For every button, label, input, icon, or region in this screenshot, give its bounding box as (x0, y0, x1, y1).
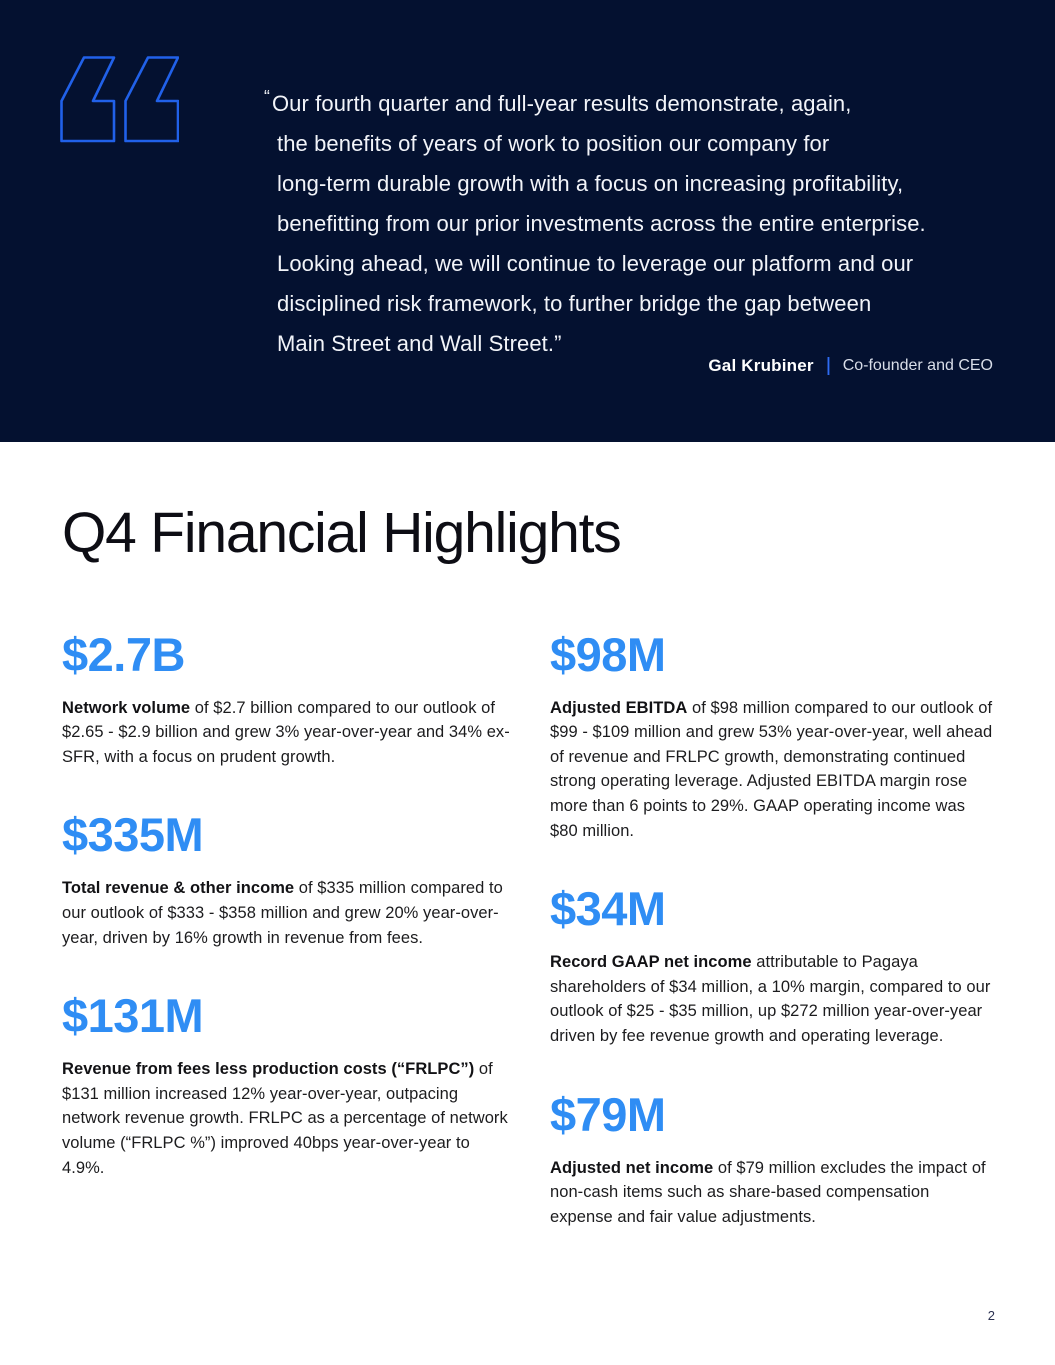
highlights-column-left (62, 627, 512, 1268)
quote-line: benefitting from our prior investments across the entire enterprise. (277, 211, 926, 236)
metric-total-revenue (62, 807, 512, 950)
metric-adjusted-net-income (550, 1087, 995, 1230)
metric-description (62, 876, 512, 950)
open-quote-mark: “ (264, 86, 270, 106)
metric-label: Revenue from fees less production costs (“FRLPC”) (62, 1060, 475, 1079)
metric-label: Adjusted net income (550, 1158, 714, 1177)
metric-label: Record GAAP net income (550, 953, 752, 972)
metric-label: Adjusted EBITDA (550, 698, 688, 717)
quote-line (264, 76, 1047, 124)
highlights-columns (62, 627, 995, 1268)
metric-label: Total revenue & other income (62, 879, 295, 898)
metric-frlpc (62, 988, 512, 1180)
metric-value: $335M (62, 808, 204, 862)
metric-value: $79M (550, 1087, 666, 1141)
metric-description (550, 950, 995, 1048)
page-title: Q4 Financial Highlights (62, 501, 621, 565)
hero-quote-section (0, 0, 1055, 442)
metric-detail: of $79 million excludes the impact of non-cash items such as share-based compensation expense and fair value adjustments. (550, 1158, 986, 1226)
metric-network-volume (62, 627, 512, 770)
metric-detail: attributable to Pagaya shareholders of $34 million, a 10% margin, compared to our outlook of $25 - $35 million, up $272 million year-over-year driven by fee revenue growth and operating leverage. (550, 953, 991, 1046)
metric-detail: of $2.7 billion compared to our outlook of $2.65 - $2.9 billion and grew 3% year-over-year and 34% ex-SFR, with a focus on prudent growth. (62, 698, 510, 766)
quote-line: long-term durable growth with a focus on increasing profitability, (277, 171, 904, 196)
metric-detail: of $131 million increased 12% year-over-year, outpacing network revenue growth. FRLPC as a percentage of network volume (“FRLPC %”) improved 40bps year-over-year to 4.9%. (62, 1060, 508, 1177)
quote-line: Main Street and Wall Street.” (277, 331, 562, 356)
metric-description (550, 696, 995, 844)
quote-line: the benefits of years of work to position our company for (277, 131, 830, 156)
metric-value: $98M (550, 627, 666, 681)
ceo-quote (264, 76, 1047, 364)
metric-value: $34M (550, 882, 666, 936)
metric-adjusted-ebitda (550, 627, 995, 844)
highlights-section (62, 442, 995, 1267)
page-number: 2 (987, 1308, 995, 1323)
quotation-marks-icon (60, 56, 179, 143)
highlights-column-right (550, 627, 995, 1268)
metric-detail: of $98 million compared to our outlook of $99 - $109 million and grew 53% year-over-year, well ahead of revenue and FRLPC growth, demonstrating continued strong operating leverage. Adjusted EBITDA margin rose more than 6 points to 29%. GAAP operating income was $80 million. (550, 698, 993, 840)
metric-value: $2.7B (62, 627, 185, 681)
metric-value: $131M (62, 989, 204, 1043)
attribution-separator: | (825, 355, 832, 376)
metric-description (550, 1156, 995, 1230)
metric-detail: of $335 million compared to our outlook of $333 - $358 million and grew 20% year-over-year, driven by 16% growth in revenue from fees. (62, 879, 503, 947)
quote-attribution (708, 355, 993, 377)
metric-description (62, 696, 512, 770)
attribution-name: Gal Krubiner (708, 356, 814, 375)
attribution-role: Co-founder and CEO (842, 357, 993, 374)
quote-line: disciplined risk framework, to further bridge the gap between (277, 291, 872, 316)
quote-line: Looking ahead, we will continue to leverage our platform and our (277, 251, 914, 276)
quote-line-text: Our fourth quarter and full-year results demonstrate, again, (271, 91, 852, 116)
metric-label: Network volume (62, 698, 191, 717)
metric-description (62, 1057, 512, 1180)
metric-gaap-net-income (550, 881, 995, 1048)
